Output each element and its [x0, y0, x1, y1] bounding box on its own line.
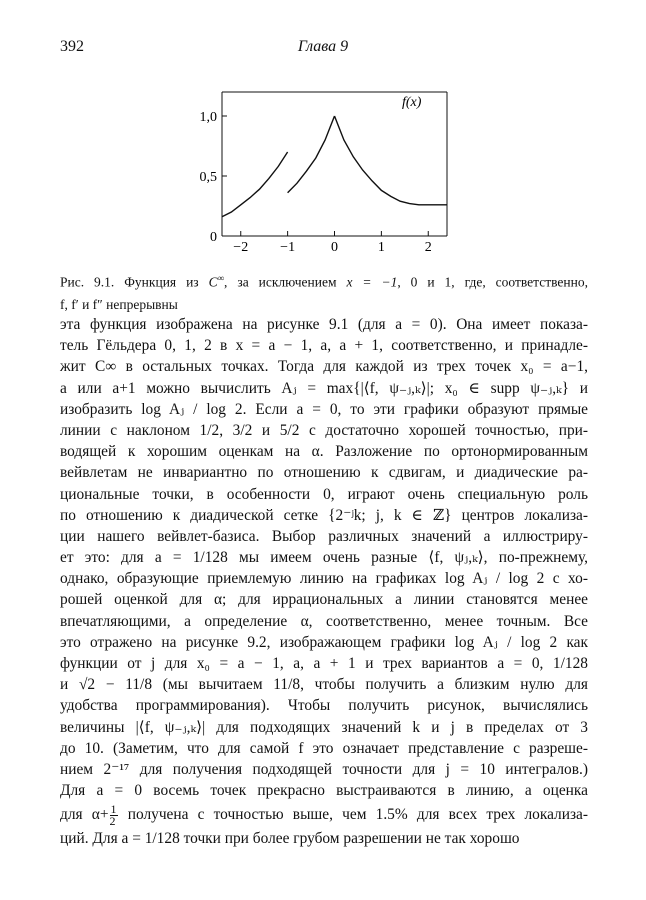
fraction-one-half	[110, 804, 118, 827]
x-axis-ticks	[233, 231, 431, 255]
body-line-fraction	[60, 801, 588, 828]
caption-text: , 0 и 1, где, соответственно,	[397, 274, 588, 290]
caption-line-1	[60, 267, 588, 294]
caption-inf-sup: ∞	[217, 273, 225, 283]
body-line: функции от j для x₀ = a − 1, a, a + 1 и трех вариантов a = 0, 1/128	[60, 655, 588, 672]
series-line-right-branch	[335, 116, 448, 205]
legend-label: f(x)	[402, 95, 422, 110]
caption-equation: x = −1	[346, 274, 398, 290]
body-line: вейвлетам не инвариантно по отношению к сдвигам, и диадические ра-	[60, 464, 588, 482]
series-line-left-branch	[222, 152, 288, 217]
fraction-denominator: 2	[109, 814, 116, 829]
body-line: до 10. (Заметим, что для самой f это означает представление с разреше-	[60, 739, 588, 757]
figure-9-1-chart	[0, 0, 646, 265]
body-line: впечатляющими, а определение α, соответственно, менее точным. Все	[60, 612, 588, 630]
body-line: эта функция изображена на рисунке 9.1 (для a = 0). Она имеет показа-	[60, 316, 588, 333]
body-line: по отношению к диадической сетке {2⁻ʲk; j, k ∈ ℤ} центров локализа-	[60, 506, 588, 524]
body-line: ций. Для a = 1/128 точки при более грубом разрешении не так хорошо	[60, 830, 520, 848]
figure-caption	[60, 267, 588, 316]
page-number: 392	[60, 38, 84, 55]
body-line: тель Гёльдера 0, 1, 2 в x = a − 1, a, a + 1, соответственно, и принадле-	[60, 337, 588, 355]
body-line: рошей оценкой для α; для иррациональных a линии становятся менее	[60, 591, 588, 609]
plot-frame	[222, 92, 447, 236]
x-tick-label: −1	[280, 240, 296, 255]
series-line-middle-branch	[288, 116, 335, 193]
body-line: a или a+1 можно вычислить Aⱼ = max{|⟨f, ψ₋ⱼ,ₖ⟩|; x₀ ∈ supp ψ₋ⱼ,ₖ} и	[60, 379, 588, 397]
body-line: и √2 − 11/8 (мы вычитаем 11/8, чтобы получить a близким нулю для	[60, 676, 588, 694]
body-line: ет это: для a = 1/128 мы имеем очень разные ⟨f, ψⱼ,ₖ⟩, по-прежнему,	[60, 549, 588, 567]
y-tick-label: 0,5	[199, 170, 217, 185]
body-lines	[60, 314, 588, 801]
caption-c-symbol: C	[208, 274, 218, 290]
body-line: нием 2⁻¹⁷ для получения подходящей точности для j = 10 интегралов.)	[60, 760, 588, 778]
body-line: жит C∞ в остальных точках. Тогда для каждой из трех точек x₀ = a−1,	[60, 358, 588, 376]
body-line: это отражено на рисунке 9.2, изображающем графики log Aⱼ / log 2 как	[60, 633, 588, 651]
running-head: Глава 9	[297, 38, 349, 55]
tail-lines	[60, 828, 588, 849]
body-line: Для a = 0 восемь точек прекрасно выстраиваются в линию, а оценка	[60, 782, 588, 800]
x-tick-label: 1	[377, 240, 385, 255]
caption-line-2: f, f′ и f″ непрерывны	[60, 296, 178, 312]
x-tick-label: −2	[233, 240, 249, 255]
frac-after: получена с точностью выше, чем 1.5% для всех трех локализа-	[118, 806, 588, 824]
body-line: величины |⟨f, ψ₋ⱼ,ₖ⟩| для подходящих значений k и j в пределах от 3	[60, 718, 588, 736]
body-line: циональные точки, в особенности 0, играют очень специальную роль	[60, 485, 588, 503]
caption-prefix: Рис. 9.1.	[60, 274, 115, 290]
body-line: линии с наклоном 1/2, 3/2 и 5/2 с достаточно хорошей точностью, при-	[60, 421, 588, 439]
x-tick-label: 2	[424, 240, 432, 255]
body-line: удобства программирования). Чтобы получить рисунок, вычислялись	[60, 697, 588, 715]
caption-text: Функция из	[124, 274, 199, 290]
x-tick-label: 0	[331, 240, 338, 255]
caption-text: , за исключением	[224, 274, 337, 290]
body-text	[60, 314, 588, 850]
body-line: изобразить log Aⱼ / log 2. Если a = 0, то эти графики образуют прямые	[60, 400, 588, 418]
fraction-numerator: 1	[110, 802, 117, 817]
y-axis-ticks	[200, 110, 228, 245]
body-line: водящей к хорошим оценкам на α. Разложение по ортонормированным	[60, 443, 588, 461]
series-layer	[222, 116, 447, 217]
body-line: ции нашего вейвлет-базиса. Выбор различных значений a иллюстриру-	[60, 527, 588, 545]
frac-before: для α+	[60, 806, 109, 824]
y-tick-label: 0	[210, 230, 217, 245]
body-line: однако, образующие приемлемую линию на графиках log Aⱼ / log 2 с хо-	[60, 570, 588, 588]
y-tick-label: 1,0	[199, 110, 217, 125]
